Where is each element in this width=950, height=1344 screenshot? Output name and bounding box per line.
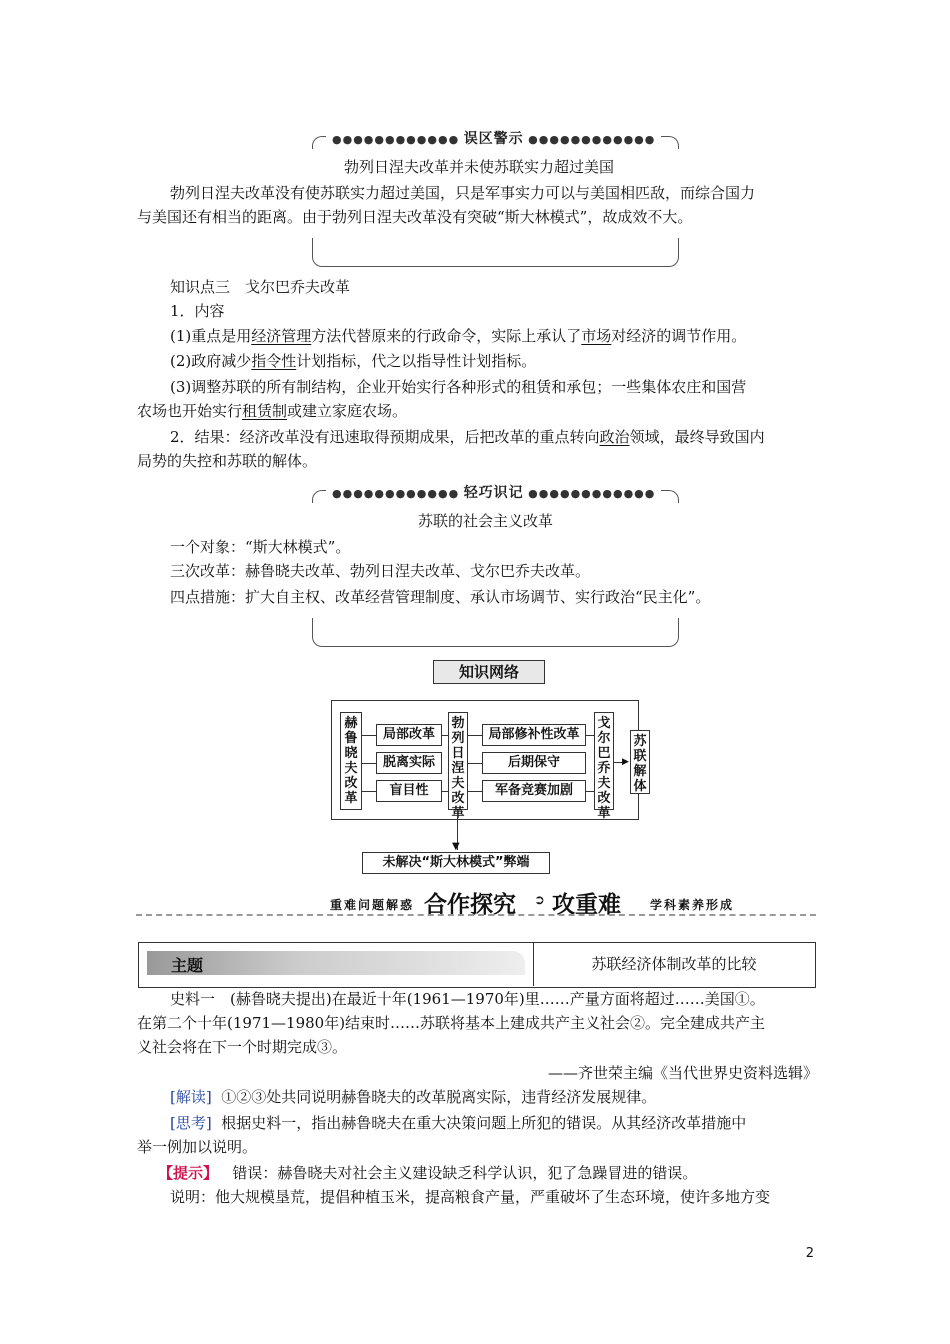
diagram-node-gorbachev: 戈尔巴乔夫改革 — [594, 712, 614, 810]
arrow-down-icon: ▼ — [452, 841, 460, 852]
sikao-paragraph: [思考] 根据史料一，指出赫鲁晓夫在重大决策问题上所犯的错误。从其经济改革措施中 — [170, 1114, 747, 1132]
tip-heading: 苏联的社会主义改革 — [418, 512, 554, 530]
section-title: 知识点三 戈尔巴乔夫改革 — [170, 278, 351, 296]
connector — [362, 791, 376, 792]
section-title-sub: 攻重难 — [552, 892, 621, 918]
material-line: 史料一 (赫鲁晓夫提出)在最近十年(1961—1970年)里……产量方面将超过……美国①。 — [170, 990, 765, 1008]
section-left-label: 重难问题解惑 — [330, 898, 415, 912]
tip-label: 误区警示 — [463, 131, 524, 147]
jiedu-paragraph: [解读] ①②③处共同说明赫鲁晓夫的改革脱离实际，违背经济发展规律。 — [170, 1088, 657, 1106]
connector — [586, 735, 594, 736]
section-title-main: 合作探究 — [424, 892, 516, 918]
divider — [136, 914, 816, 916]
arrow-head-icon: ▶ — [622, 757, 629, 767]
connector — [362, 735, 376, 736]
theme-ribbon — [147, 951, 525, 975]
tip-label: 轻巧识记 — [463, 485, 524, 501]
paragraph: (3)调整苏联的所有制结构，企业开始实行各种形式的租赁和承包；一些集体农庄和国营 — [170, 378, 747, 396]
theme-label: 主题 — [171, 956, 204, 975]
diagram-node-dissolution: 苏联解体 — [630, 730, 650, 794]
tip-text-line: 三次改革：赫鲁晓夫改革、勃列日涅夫改革、戈尔巴乔夫改革。 — [170, 562, 591, 580]
tishi-tag: 【提示】 — [158, 1164, 219, 1182]
network-banner: 知识网络 — [433, 660, 545, 684]
sikao-paragraph-cont: 举一例加以说明。 — [137, 1138, 258, 1156]
paragraph: 2．结果：经济改革没有迅速取得预期成果，后把改革的重点转向政治领域，最终导致国内 — [170, 428, 765, 446]
paragraph: (2)政府减少指令性计划指标，代之以指导性计划指标。 — [170, 352, 537, 370]
tip-heading: 勃列日涅夫改革并未使苏联实力超过美国 — [344, 158, 615, 176]
tip-box-memory: ●●●●●●●●●●●● 轻巧识记 ●●●●●●●●●●●● — [312, 490, 679, 646]
diagram-node-brezhnev: 勃列日涅夫改革 — [448, 712, 468, 810]
page-number: 2 — [805, 1246, 814, 1261]
section-header — [140, 888, 816, 916]
diagram-conclusion: 未解决“斯大林模式”弊端 — [362, 852, 550, 874]
arrow-circle-icon: ➲ — [534, 893, 545, 908]
material-source: ——齐世荣主编《当代世界史资料选辑》 — [548, 1064, 819, 1082]
paragraph: 农场也开始实行租赁制或建立家庭农场。 — [137, 402, 408, 420]
key-term: 租赁制 — [242, 402, 288, 420]
diagram-node: 脱离实际 — [376, 752, 442, 774]
tip-text-line: 一个对象：“斯大林模式”。 — [170, 538, 351, 556]
theme-box — [138, 942, 816, 988]
paragraph: (1)重点是用经济管理方法代替原来的行政命令，实际上承认了市场对经济的调节作用。 — [170, 327, 747, 345]
connector — [468, 791, 482, 792]
connector — [468, 763, 482, 764]
key-term: 政治 — [599, 428, 630, 446]
material-line: 在第二个十年(1971—1980年)结束时……苏联将基本上建成共产主义社会②。完全建成共产主 — [137, 1014, 766, 1032]
diagram-node: 局部改革 — [376, 724, 442, 746]
section-right-label: 学科素养形成 — [650, 898, 735, 912]
tip-text-line: 勃列日涅夫改革没有使苏联实力超过美国，只是军事实力可以与美国相匹敌，而综合国力 — [170, 184, 756, 202]
tip-text-line: 与美国还有相当的距离。由于勃列日涅夫改革没有突破“斯大林模式”，故成效不大。 — [137, 208, 693, 226]
diagram-node: 局部修补性改革 — [482, 724, 586, 746]
paragraph: 局势的失控和苏联的解体。 — [137, 452, 318, 470]
key-term: 指令性 — [251, 352, 297, 370]
diagram-node: 盲目性 — [376, 780, 442, 802]
shuoming-paragraph: 说明：他大规模垦荒，提倡种植玉米，提高粮食产量，严重破坏了生态环境，使许多地方变 — [170, 1188, 771, 1206]
diagram-node: 军备竞赛加剧 — [482, 780, 586, 802]
key-term: 经济管理 — [251, 327, 312, 345]
diagram-node-khrushchev: 赫鲁晓夫改革 — [340, 712, 362, 810]
connector — [586, 791, 594, 792]
key-term: 市场 — [581, 327, 612, 345]
content-heading: 1．内容 — [170, 302, 225, 320]
connector — [468, 735, 482, 736]
tip-box-mistake: ●●●●●●●●●●●● 误区警示 ●●●●●●●●●●●● — [312, 136, 679, 266]
connector — [362, 763, 376, 764]
tishi-paragraph: 【提示】 错误：赫鲁晓夫对社会主义建设缺乏科学认识，犯了急躁冒进的错误。 — [158, 1164, 698, 1182]
theme-title: 苏联经济体制改革的比较 — [591, 955, 757, 973]
tip-text-line: 四点措施：扩大自主权、改革经营管理制度、承认市场调节、实行政治“民主化”。 — [170, 588, 711, 606]
material-line: 义社会将在下一个时期完成③。 — [137, 1038, 348, 1056]
sikao-tag: [思考] — [170, 1114, 212, 1132]
diagram-node: 后期保守 — [482, 752, 586, 774]
jiedu-tag: [解读] — [170, 1088, 212, 1106]
